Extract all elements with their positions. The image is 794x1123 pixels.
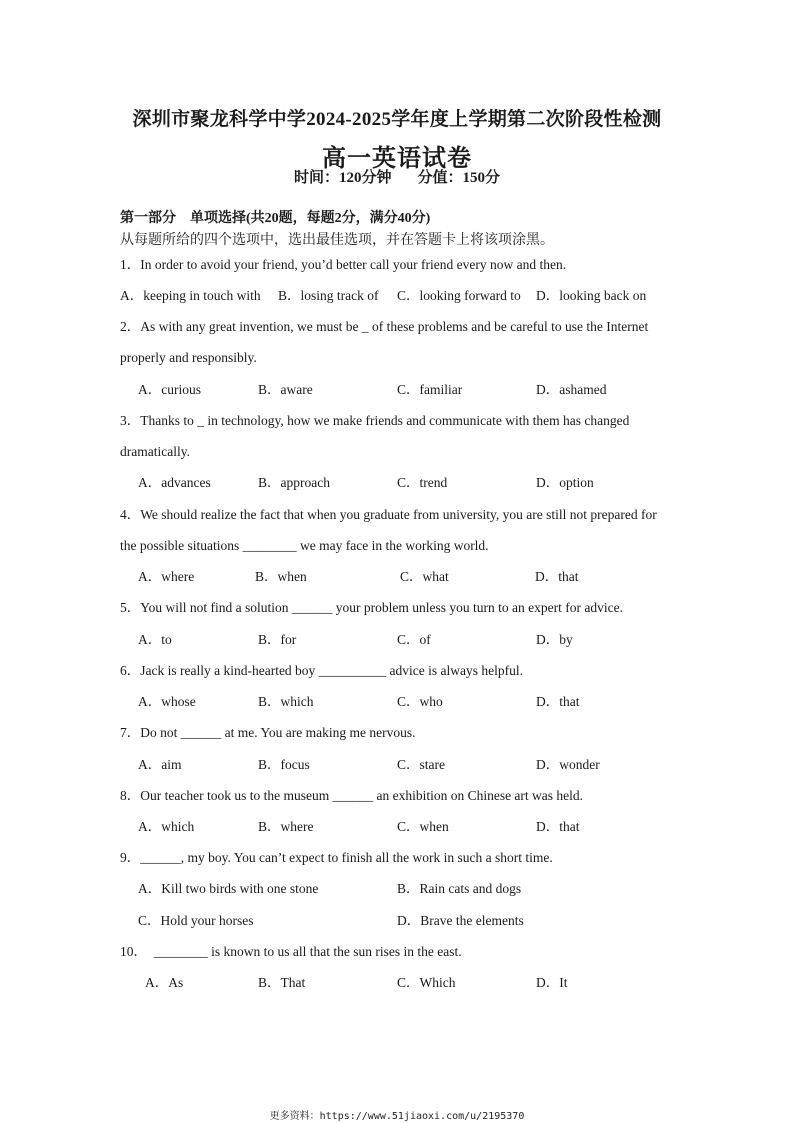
footer-link[interactable]: 更多资料：https://www.51jiaoxi.com/u/2195370 (269, 1111, 525, 1122)
question-10-option-c: C．Which (397, 975, 456, 990)
question-1-option-a: A．keeping in touch with (120, 288, 261, 303)
question-2-stem-line-1: 2．As with any great invention, we must be _ of these problems and be careful to use the Internet (120, 319, 649, 334)
school-title: 深圳市聚龙科学中学2024-2025学年度上学期第二次阶段性检测 (132, 109, 662, 130)
question-8-option-c: C．when (397, 819, 449, 834)
question-2-option-b: B．aware (258, 382, 313, 397)
question-10-option-d: D．It (536, 975, 568, 990)
question-2-option-d: D．ashamed (536, 382, 607, 397)
question-2-option-a: A．curious (138, 382, 201, 397)
question-2-stem-line-2: properly and responsibly. (120, 350, 257, 365)
question-3-stem-line-1: 3．Thanks to _ in technology, how we make friends and communicate with them has changed (120, 413, 630, 428)
question-3-option-c: C．trend (397, 475, 448, 490)
question-4-option-a: A．where (138, 569, 195, 584)
question-4-stem-line-1: 4．We should realize the fact that when you graduate from university, you are still not prepared for (120, 507, 657, 522)
question-1-option-d: D．looking back on (536, 288, 647, 303)
question-9-option-a: A．Kill two birds with one stone (138, 881, 319, 896)
question-9-option-c: C．Hold your horses (138, 913, 254, 928)
question-3-option-d: D．option (536, 475, 594, 490)
question-6-option-b: B．which (258, 694, 314, 709)
question-10-option-b: B．That (258, 975, 306, 990)
question-6-stem: 6．Jack is really a kind-hearted boy __________ advice is always helpful. (120, 663, 524, 678)
question-7-option-d: D．wonder (536, 757, 600, 772)
exam-title: 高一英语试卷 (322, 146, 472, 172)
question-5-option-a: A．to (138, 632, 172, 647)
question-4-option-b: B．when (255, 569, 307, 584)
question-6-option-d: D．that (536, 694, 580, 709)
question-8-option-b: B．where (258, 819, 314, 834)
question-9-option-d: D．Brave the elements (397, 913, 524, 928)
question-7-stem: 7．Do not ______ at me. You are making me nervous. (120, 725, 416, 740)
question-7-option-a: A．aim (138, 757, 182, 772)
question-4-option-c: C．what (400, 569, 449, 584)
question-4-stem-line-2: the possible situations ________ we may face in the working world. (120, 538, 489, 553)
exam-score: 分值：150分 (417, 170, 501, 186)
question-10-stem: 10． ________ is known to us all that the sun rises in the east. (120, 944, 462, 959)
question-5-option-b: B．for (258, 632, 297, 647)
question-7-option-c: C．stare (397, 757, 445, 772)
question-6-option-a: A．whose (138, 694, 196, 709)
question-5-option-c: C．of (397, 632, 431, 647)
question-9-option-b: B．Rain cats and dogs (397, 881, 522, 896)
question-3-stem-line-2: dramatically. (120, 444, 190, 459)
question-7-option-b: B．focus (258, 757, 310, 772)
question-3-option-a: A．advances (138, 475, 211, 490)
question-5-stem: 5．You will not find a solution ______ your problem unless you turn to an expert for advice. (120, 600, 623, 615)
question-2-option-c: C．familiar (397, 382, 463, 397)
question-3-option-b: B．approach (258, 475, 330, 490)
question-9-stem: 9．______, my boy. You can’t expect to finish all the work in such a short time. (120, 850, 553, 865)
question-8-option-d: D．that (536, 819, 580, 834)
question-1-option-c: C．looking forward to (397, 288, 521, 303)
question-10-option-a: A．As (145, 975, 184, 990)
exam-time: 时间：120分钟 (293, 170, 392, 186)
exam-meta (0, 166, 794, 187)
question-1-stem: 1．In order to avoid your friend, you’d better call your friend every now and then. (120, 257, 567, 272)
section-instruction: 从每题所给的四个选项中，选出最佳选项，并在答题卡上将该项涂黑。 (120, 233, 554, 248)
question-4-option-d: D．that (535, 569, 579, 584)
question-6-option-c: C．who (397, 694, 443, 709)
question-8-option-a: A．which (138, 819, 195, 834)
section-title: 第一部分 单项选择(共20题，每题2分，满分40分) (120, 211, 431, 226)
question-1-option-b: B．losing track of (278, 288, 379, 303)
question-5-option-d: D．by (536, 632, 573, 647)
question-8-stem: 8．Our teacher took us to the museum ______ an exhibition on Chinese art was held. (120, 788, 584, 803)
